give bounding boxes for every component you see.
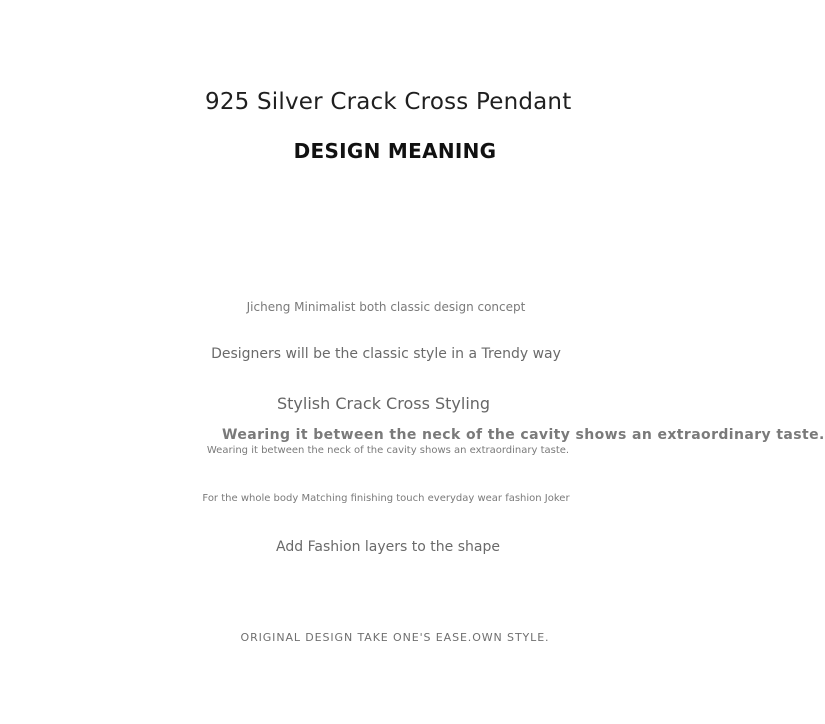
section-heading: DESIGN MEANING bbox=[293, 139, 497, 163]
description-line-5: For the whole body Matching finishing touch everyday wear fashion Joker bbox=[202, 493, 570, 504]
description-line-3: Stylish Crack Cross Styling bbox=[277, 394, 491, 413]
description-line-2: Designers will be the classic style in a Trendy way bbox=[211, 346, 561, 362]
description-line-1: Jicheng Minimalist both classic design concept bbox=[246, 300, 526, 314]
clipped-text-artifact bbox=[222, 427, 825, 443]
clipped-text-artifact-content: Wearing it between the neck of the cavity shows an extraordinary taste. bbox=[222, 427, 825, 443]
description-line-4: Wearing it between the neck of the cavity shows an extraordinary taste. bbox=[206, 445, 570, 456]
footer-tagline: ORIGINAL DESIGN TAKE ONE'S EASE.OWN STYLE. bbox=[240, 631, 550, 644]
page-title: 925 Silver Crack Cross Pendant bbox=[205, 89, 572, 115]
description-line-6: Add Fashion layers to the shape bbox=[276, 539, 500, 555]
